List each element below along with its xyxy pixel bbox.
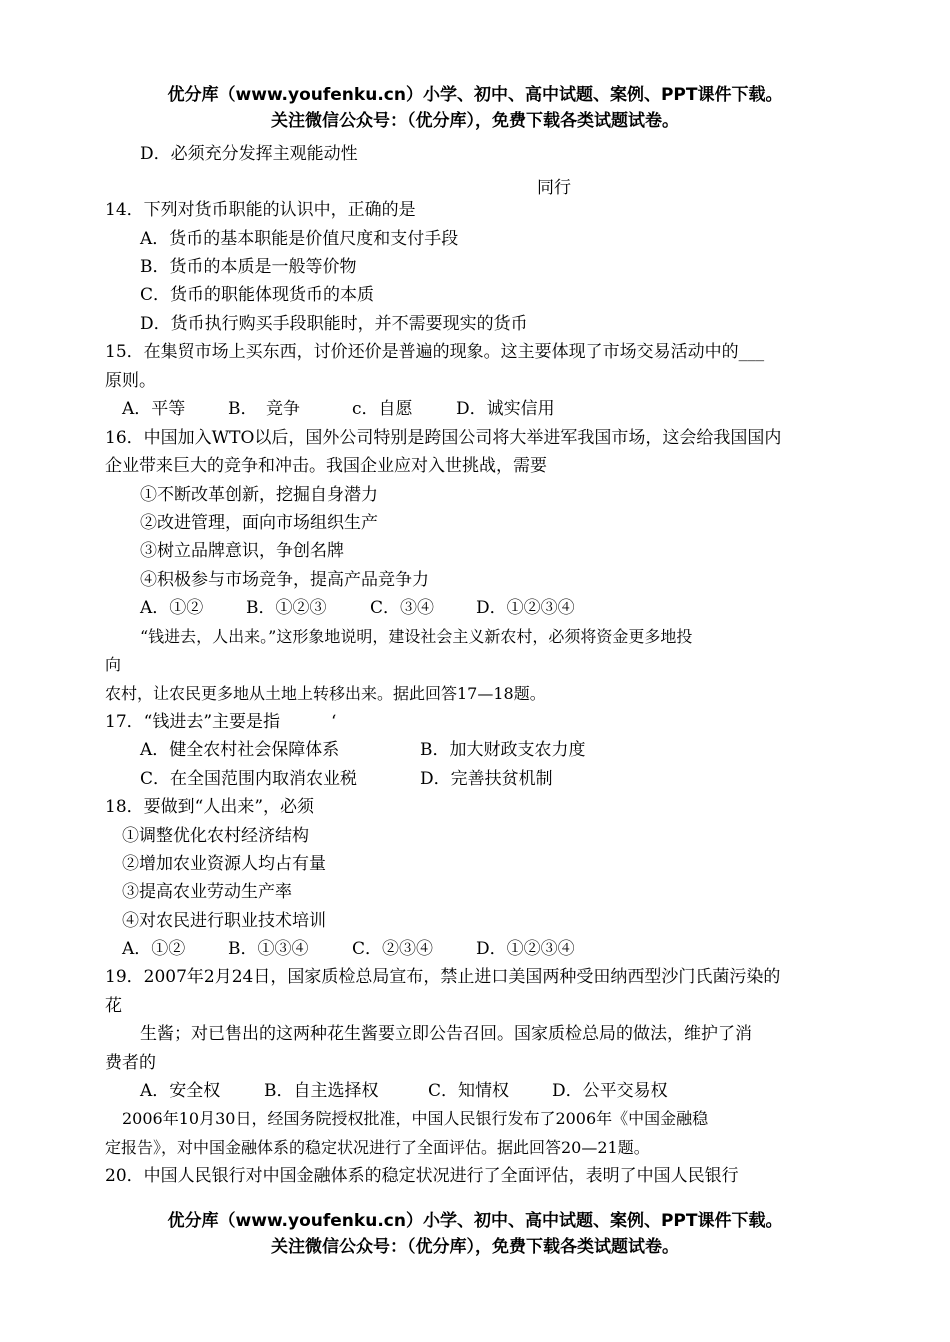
question-14-option-c: C．货币的职能体现货币的本质 bbox=[140, 285, 375, 305]
question-18-stem: 18．要做到“人出来”，必须 bbox=[105, 797, 315, 817]
prev-option-d: D．必须充分发挥主观能动性 bbox=[140, 144, 358, 164]
question-19-option-d: D．公平交易权 bbox=[552, 1081, 668, 1101]
header-line-1: 优分库（www.youfenku.cn）小学、初中、高中试题、案例、PPT课件下载。 bbox=[167, 85, 783, 105]
question-18-item-2: ②增加农业资源人均占有量 bbox=[122, 854, 326, 874]
passage-2-line-1: 2006年10月30日，经国务院授权批准，中国人民银行发布了2006年《中国金融稳 bbox=[122, 1109, 709, 1128]
question-17-stem: 17．“钱进去”主要是指 ‘ bbox=[105, 712, 337, 732]
question-15-option-d: D．诚实信用 bbox=[456, 399, 555, 419]
passage-1-line-1: “钱进去，人出来。”这形象地说明，建设社会主义新农村，必须将资金更多地投 bbox=[140, 627, 693, 646]
question-16-item-2: ②改进管理，面向市场组织生产 bbox=[140, 513, 378, 533]
question-16-option-d: D．①②③④ bbox=[476, 598, 575, 618]
question-19-line-3: 生酱；对已售出的这两种花生酱要立即公告召回。国家质检总局的做法，维护了消 bbox=[140, 1024, 752, 1044]
footer-line-1: 优分库（www.youfenku.cn）小学、初中、高中试题、案例、PPT课件下载。 bbox=[167, 1211, 783, 1231]
question-16-stem-line-2: 企业带来巨大的竞争和冲击。我国企业应对入世挑战，需要 bbox=[105, 456, 547, 476]
passage-1-line-3: 农村，让农民更多地从土地上转移出来。据此回答17—18题。 bbox=[105, 684, 546, 703]
question-18-option-b: B．①③④ bbox=[228, 939, 309, 959]
question-18-item-3: ③提高农业劳动生产率 bbox=[122, 882, 292, 902]
passage-2-line-2: 定报告》，对中国金融体系的稳定状况进行了全面评估。据此回答20—21题。 bbox=[105, 1138, 650, 1157]
question-15-option-b: B． 竞争 bbox=[228, 399, 300, 419]
question-17-option-c: C．在全国范围内取消农业税 bbox=[140, 769, 358, 789]
header-line-2: 关注微信公众号：（优分库），免费下载各类试题试卷。 bbox=[271, 111, 679, 131]
question-14-option-b: B．货币的本质是一般等价物 bbox=[140, 257, 357, 277]
question-18-item-1: ①调整优化农村经济结构 bbox=[122, 826, 309, 846]
question-17-option-d: D．完善扶贫机制 bbox=[420, 769, 553, 789]
section-label: 同行 bbox=[537, 178, 571, 198]
question-16-option-c: C．③④ bbox=[370, 598, 435, 618]
question-15-option-a: A．平等 bbox=[122, 399, 186, 419]
question-19-line-1: 19．2007年2月24日，国家质检总局宣布，禁止进口美国两种受田纳西型沙门氏菌污染的 bbox=[105, 967, 781, 987]
question-15-stem-line-1: 15．在集贸市场上买东西，讨价还价是普遍的现象。这主要体现了市场交易活动中的___ bbox=[105, 342, 765, 362]
question-17-option-a: A．健全农村社会保障体系 bbox=[140, 740, 340, 760]
question-19-option-a: A．安全权 bbox=[140, 1081, 221, 1101]
question-19-line-4: 费者的 bbox=[105, 1053, 156, 1073]
question-16-stem-line-1: 16．中国加入WTO以后，国外公司特别是跨国公司将大举进军我国市场，这会给我国国内 bbox=[105, 428, 782, 448]
question-16-item-3: ③树立品牌意识，争创名牌 bbox=[140, 541, 344, 561]
question-14-option-d: D．货币执行购买手段职能时，并不需要现实的货币 bbox=[140, 314, 528, 334]
question-20-stem: 20．中国人民银行对中国金融体系的稳定状况进行了全面评估，表明了中国人民银行 bbox=[105, 1166, 739, 1186]
question-19-line-2: 花 bbox=[105, 996, 122, 1016]
question-15-stem-line-2: 原则。 bbox=[105, 371, 156, 391]
footer-line-2: 关注微信公众号：（优分库），免费下载各类试题试卷。 bbox=[271, 1237, 679, 1257]
question-18-option-c: C．②③④ bbox=[352, 939, 434, 959]
question-18-item-4: ④对农民进行职业技术培训 bbox=[122, 911, 326, 931]
question-16-item-4: ④积极参与市场竞争，提高产品竞争力 bbox=[140, 570, 429, 590]
question-15-option-c: c．自愿 bbox=[352, 399, 413, 419]
question-18-option-a: A．①② bbox=[122, 939, 186, 959]
question-17-option-b: B．加大财政支农力度 bbox=[420, 740, 586, 760]
question-16-option-a: A．①② bbox=[140, 598, 204, 618]
question-18-option-d: D．①②③④ bbox=[476, 939, 575, 959]
passage-1-line-2: 向 bbox=[105, 655, 122, 674]
question-19-option-b: B．自主选择权 bbox=[264, 1081, 379, 1101]
question-14-option-a: A．货币的基本职能是价值尺度和支付手段 bbox=[140, 229, 459, 249]
question-16-option-b: B．①②③ bbox=[246, 598, 327, 618]
question-14-stem: 14．下列对货币职能的认识中，正确的是 bbox=[105, 200, 416, 220]
question-19-option-c: C．知情权 bbox=[428, 1081, 510, 1101]
question-16-item-1: ①不断改革创新，挖掘自身潜力 bbox=[140, 485, 378, 505]
